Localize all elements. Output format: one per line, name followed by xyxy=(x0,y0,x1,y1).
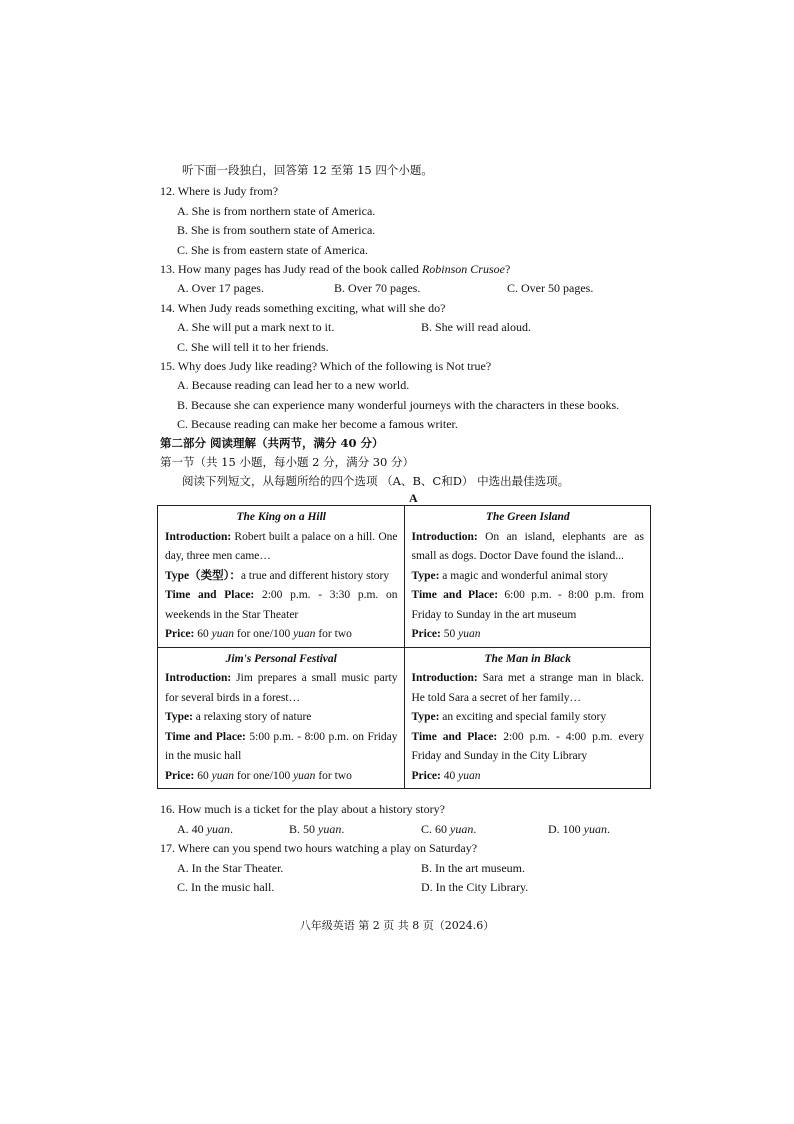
play-card-1 xyxy=(158,506,405,648)
option-end: . xyxy=(341,822,345,836)
play-intro xyxy=(165,528,398,567)
price-suffix: for two xyxy=(315,769,352,782)
time-text: 5:00 p.m. - 8:00 p.m. on Friday in the music hall xyxy=(165,730,398,762)
intro-text: Sara met a strange man in black. He told Sara a secret of her family… xyxy=(411,672,644,704)
option-end: . xyxy=(607,822,610,836)
play-price xyxy=(165,625,398,645)
play-intro xyxy=(412,528,645,567)
intro-label: Introduction: xyxy=(411,672,478,684)
option-text: A. 40 xyxy=(177,822,207,836)
question-13-option-a: A. Over 17 pages. xyxy=(177,281,264,295)
listening-instruction: 听下面一段独白，回答第 12 至第 15 四个小题。 xyxy=(182,163,433,177)
play-type xyxy=(165,567,398,587)
plays-table xyxy=(157,505,651,789)
question-14-option-a: A. She will put a mark next to it. xyxy=(177,320,335,334)
question-17-stem: 17. Where can you spend two hours watching a play on Saturday? xyxy=(160,841,478,855)
play-title: Jim's Personal Festival xyxy=(225,652,337,665)
question-17-option-d: D. In the City Library. xyxy=(421,880,529,894)
intro-label: Introduction: xyxy=(165,672,232,684)
time-label: Time and Place: xyxy=(165,589,255,601)
question-13-stem xyxy=(160,262,510,277)
question-12-option-b: B. She is from southern state of America. xyxy=(177,223,376,237)
question-16-option-c xyxy=(421,822,476,837)
question-16-stem: 16. How much is a ticket for the play about a history story? xyxy=(160,802,445,816)
question-15-stem: 15. Why does Judy like reading? Which of the following is Not true? xyxy=(160,359,492,373)
reading-instruction: 阅读下列短文，从每题所给的四个选项 （A、B、C和D） 中选出最佳选项。 xyxy=(182,474,570,488)
time-text: 6:00 p.m. - 8:00 p.m. from Friday to Sunday in the art museum xyxy=(411,589,644,621)
question-13-option-b: B. Over 70 pages. xyxy=(334,281,421,295)
section1-heading: 第一节（共 15 小题，每小题 2 分，满分 30 分） xyxy=(160,455,415,469)
play-type xyxy=(412,567,645,587)
question-15-option-b: B. Because she can experience many wonderful journeys with the characters in these books. xyxy=(177,398,620,412)
play-time-place xyxy=(165,586,398,625)
type-text: a true and different history story xyxy=(240,569,390,582)
question-13-stem-end: ? xyxy=(504,262,511,276)
price-unit: yuan xyxy=(293,628,316,640)
intro-text: Jim prepares a small music party for several birds in a forest… xyxy=(165,672,398,704)
play-title: The Green Island xyxy=(485,511,570,523)
option-end: . xyxy=(230,822,233,836)
intro-label: Introduction: xyxy=(411,530,478,543)
price-one: 50 xyxy=(440,628,459,640)
question-12-option-a: A. She is from northern state of America. xyxy=(177,204,376,218)
book-title: Robinson Crusoe xyxy=(421,262,505,276)
play-title: The King on a Hill xyxy=(236,511,326,523)
option-text: C. 60 xyxy=(421,822,451,836)
play-intro xyxy=(412,669,645,708)
type-label: Type: xyxy=(411,569,440,582)
price-label: Price: xyxy=(411,628,441,640)
play-type xyxy=(412,708,645,728)
price-two: for one/100 xyxy=(233,628,294,640)
price-one: 60 xyxy=(194,628,212,640)
play-type xyxy=(165,708,398,728)
price-unit: yuan xyxy=(458,628,481,640)
question-17-option-b: B. In the art museum. xyxy=(421,861,525,875)
time-label: Time and Place: xyxy=(165,730,246,743)
price-unit: yuan xyxy=(211,628,234,640)
type-text: a relaxing story of nature xyxy=(192,711,312,723)
price-unit: yuan xyxy=(458,769,481,782)
play-intro xyxy=(165,669,398,708)
play-price xyxy=(412,767,645,787)
price-one: 60 xyxy=(194,769,212,782)
play-card-4 xyxy=(404,647,651,789)
play-card-2 xyxy=(404,506,651,648)
question-16-option-b xyxy=(289,822,344,837)
play-price xyxy=(412,625,645,645)
price-two: for one/100 xyxy=(233,769,294,782)
question-13-option-c: C. Over 50 pages. xyxy=(507,281,594,295)
play-price xyxy=(165,767,398,787)
price-unit: yuan xyxy=(293,769,316,782)
option-text: D. 100 xyxy=(548,822,584,836)
option-unit: yuan xyxy=(206,822,230,836)
passage-letter: A xyxy=(409,491,418,505)
play-card-3 xyxy=(158,647,405,789)
price-label: Price: xyxy=(165,769,195,782)
price-one: 40 xyxy=(440,769,459,782)
type-label: Type: xyxy=(411,711,440,723)
play-title: The Man in Black xyxy=(484,652,572,665)
question-15-option-a: A. Because reading can lead her to a new world. xyxy=(177,378,410,392)
question-13-stem-text: 13. How many pages has Judy read of the book called xyxy=(160,262,422,276)
price-label: Price: xyxy=(165,628,195,640)
type-text: an exciting and special family story xyxy=(439,711,607,723)
time-label: Time and Place: xyxy=(411,730,498,743)
price-unit: yuan xyxy=(211,769,234,782)
intro-text: Robert built a palace on a hill. One day, three men came… xyxy=(165,530,398,562)
price-label: Price: xyxy=(411,769,441,782)
time-label: Time and Place: xyxy=(411,589,499,601)
question-14-stem: 14. When Judy reads something exciting, what will she do? xyxy=(160,301,446,315)
question-17-option-a: A. In the Star Theater. xyxy=(177,861,284,875)
intro-text: On an island, elephants are as small as dogs. Doctor Dave found the island... xyxy=(411,530,644,562)
question-16-option-a xyxy=(177,822,233,837)
price-suffix: for two xyxy=(315,628,352,640)
play-time-place xyxy=(165,728,398,767)
time-text: 2:00 p.m. - 3:30 p.m. on weekends in the Star Theater xyxy=(165,589,398,621)
type-text: a magic and wonderful animal story xyxy=(439,569,609,582)
type-label: Type（类型）： xyxy=(165,569,241,582)
option-text: B. 50 xyxy=(289,822,319,836)
option-unit: yuan xyxy=(318,822,342,836)
option-end: . xyxy=(473,822,477,836)
question-15-option-c: C. Because reading can make her become a famous writer. xyxy=(177,417,458,431)
play-time-place xyxy=(412,728,645,767)
question-14-option-c: C. She will tell it to her friends. xyxy=(177,340,329,354)
question-12-stem: 12. Where is Judy from? xyxy=(160,184,279,198)
question-14-option-b: B. She will read aloud. xyxy=(421,320,531,334)
option-unit: yuan xyxy=(450,822,474,836)
type-label: Type: xyxy=(165,711,193,723)
intro-label: Introduction: xyxy=(165,530,232,543)
option-unit: yuan xyxy=(583,822,607,836)
play-time-place xyxy=(412,586,645,625)
question-12-option-c: C. She is from eastern state of America. xyxy=(177,243,368,257)
page-footer: 八年级英语 第 2 页 共 8 页（2024.6） xyxy=(299,919,495,932)
question-16-option-d xyxy=(548,822,610,837)
part2-heading: 第二部分 阅读理解（共两节，满分 40 分） xyxy=(160,436,384,450)
question-17-option-c: C. In the music hall. xyxy=(177,880,275,894)
time-text: 2:00 p.m. - 4:00 p.m. every Friday and Sunday in the City Library xyxy=(411,730,644,762)
